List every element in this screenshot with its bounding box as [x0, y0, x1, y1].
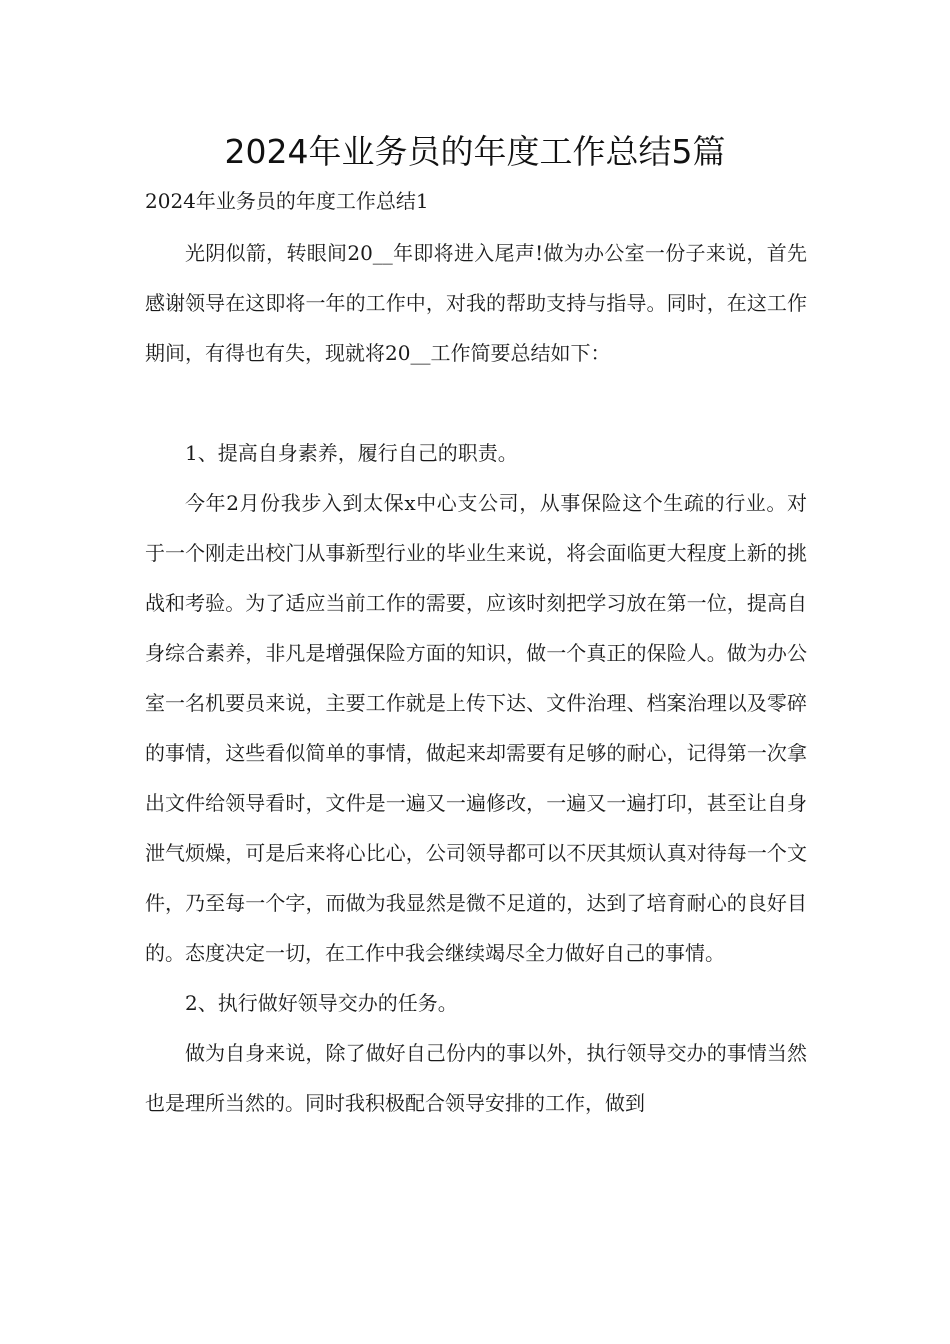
section-heading: 2024年业务员的年度工作总结1	[145, 189, 429, 213]
point-1-paragraph: 今年2月份我步入到太保x中心支公司，从事保险这个生疏的行业。对于一个刚走出校门从事新型行业的毕业生来说，将会面临更大程度上新的挑战和考验。为了适应当前工作的需要，应该时刻把学习放在第一位，提高自身综合素养，非凡是增强保险方面的知识，做一个真正的保险人。做为办公室一名机要员来说，主要工作就是上传下达、文件治理、档案治理以及零碎的事情，这些看似简单的事情，做起来却需要有足够的耐心，记得第一次拿出文件给领导看时，文件是一遍又一遍修改，一遍又一遍打印，甚至让自身泄气烦燥，可是后来将心比心，公司领导都可以不厌其烦认真对待每一个文件，乃至每一个字，而做为我显然是微不足道的，达到了培育耐心的良好目的。态度决定一切，在工作中我会继续竭尽全力做好自己的事情。	[145, 491, 807, 965]
document-title: 2024年业务员的年度工作总结5篇	[224, 132, 726, 171]
point-2-heading: 2、执行做好领导交办的任务。	[185, 991, 458, 1015]
document-body	[145, 228, 807, 1128]
point-2-paragraph: 做为自身来说，除了做好自己份内的事以外，执行领导交办的事情当然也是理所当然的。同时我积极配合领导安排的工作，做到	[145, 1041, 807, 1115]
intro-paragraph: 光阴似箭，转眼间20__年即将进入尾声!做为办公室一份子来说，首先感谢领导在这即将一年的工作中，对我的帮助支持与指导。同时，在这工作期间，有得也有失，现就将20__工作简要总结如下：	[145, 241, 807, 365]
point-1-heading: 1、提高自身素养，履行自己的职责。	[185, 441, 518, 465]
paragraph-gap	[145, 378, 807, 428]
